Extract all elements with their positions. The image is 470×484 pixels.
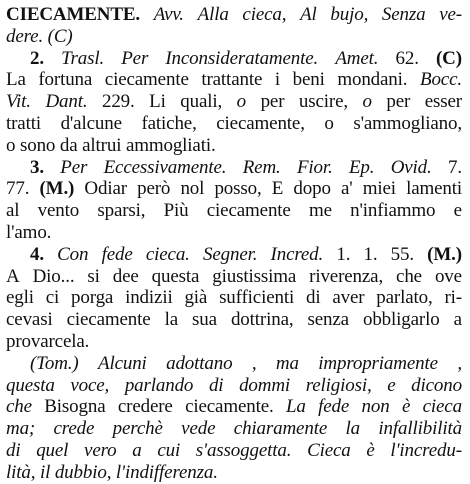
word: l'indifferenza. xyxy=(115,461,218,483)
word: Fior. xyxy=(296,156,333,178)
word: porga xyxy=(71,287,114,309)
word: cieca, xyxy=(242,4,287,25)
word: miei xyxy=(362,178,396,200)
word: (C) xyxy=(47,25,73,47)
word: La xyxy=(6,69,26,91)
word: e xyxy=(387,374,396,396)
word: cevasi xyxy=(6,309,53,331)
text-line xyxy=(30,156,462,179)
word: al xyxy=(6,200,20,222)
text-line xyxy=(6,374,462,397)
word: Più xyxy=(163,200,189,222)
text-line xyxy=(6,199,462,222)
word: dee xyxy=(112,265,139,287)
word: 3. xyxy=(30,156,44,178)
word: che xyxy=(396,265,422,287)
word: fortuna xyxy=(38,69,93,91)
word: adottano xyxy=(166,352,233,374)
word: altrui xyxy=(82,134,122,156)
word: voce, xyxy=(70,374,110,396)
word: Trasl. xyxy=(61,47,105,69)
word: lamenti xyxy=(406,178,462,200)
word: dere. xyxy=(6,25,44,47)
text-line xyxy=(6,286,462,309)
word: (M.) xyxy=(427,243,462,265)
word: tratti xyxy=(6,113,41,134)
word: ciecamente xyxy=(206,200,291,222)
word: Vit. xyxy=(6,91,31,113)
word: ciecamente xyxy=(104,69,189,91)
text-line xyxy=(6,308,462,331)
word: nol xyxy=(180,178,205,200)
word: però xyxy=(137,178,171,200)
word: dommi xyxy=(239,374,291,396)
text-line xyxy=(30,243,462,266)
word: sufficienti xyxy=(219,287,295,309)
word: esser xyxy=(424,91,462,113)
word: aver xyxy=(332,287,365,309)
word: vero xyxy=(84,440,117,461)
word: dopo xyxy=(293,178,331,200)
word: cieca. xyxy=(145,243,190,265)
text-line xyxy=(6,439,462,462)
word: 7. xyxy=(447,156,462,178)
word: 2. xyxy=(30,47,44,69)
word: Incred. xyxy=(270,243,324,265)
word: Per xyxy=(121,47,149,69)
word: da xyxy=(59,134,78,156)
word: n'infiammo xyxy=(350,200,436,222)
word: o xyxy=(6,134,16,156)
word: La xyxy=(285,396,306,418)
word: e xyxy=(453,200,462,222)
word: la xyxy=(164,309,178,331)
word: o xyxy=(324,113,334,134)
word: l'incredu- xyxy=(390,440,462,461)
word: ammogliati. xyxy=(125,134,216,156)
word: Per xyxy=(60,156,88,178)
word: bujo, xyxy=(330,4,369,25)
word: o xyxy=(236,91,247,113)
word: vede xyxy=(181,418,216,440)
word: si xyxy=(87,265,100,287)
word: 77. xyxy=(6,178,30,200)
word: è xyxy=(401,396,411,418)
word: sparsi, xyxy=(97,200,146,222)
text-line xyxy=(30,352,462,375)
word: cieca xyxy=(422,396,462,418)
word: a xyxy=(453,309,462,331)
word: Senza xyxy=(381,4,426,25)
word: l'amo. xyxy=(6,222,52,243)
word: d'alcune xyxy=(60,113,122,134)
word: uscire, xyxy=(298,91,348,113)
word: a xyxy=(132,440,142,461)
word: (Tom.) xyxy=(30,352,79,374)
word: senza xyxy=(307,309,349,331)
word: per xyxy=(386,91,411,113)
text-line xyxy=(6,3,462,26)
text-line xyxy=(6,265,462,288)
word: ma xyxy=(275,352,299,374)
word: non xyxy=(361,396,390,418)
text-line xyxy=(6,330,462,353)
word: Odiar xyxy=(84,178,127,200)
word: di xyxy=(305,287,321,309)
word: quali, xyxy=(180,91,223,113)
text-line xyxy=(30,47,462,70)
word: perchè xyxy=(112,418,163,440)
text-line xyxy=(6,395,462,418)
word: Con xyxy=(57,243,89,265)
word: 62. xyxy=(395,47,419,69)
text-line xyxy=(6,417,462,440)
word: Ovid. xyxy=(390,156,432,178)
word: (M.) xyxy=(39,178,75,200)
text-line xyxy=(6,112,462,135)
word: Eccessivamente. xyxy=(103,156,227,178)
word: obbligarlo xyxy=(362,309,440,331)
word: dottrina, xyxy=(230,309,294,331)
text-line xyxy=(6,221,462,244)
word: egli xyxy=(6,287,34,309)
word: Bisogna xyxy=(44,396,106,418)
word: il xyxy=(39,461,51,483)
word: per xyxy=(260,91,285,113)
word: ve- xyxy=(439,4,462,25)
word: di xyxy=(208,374,224,396)
word: fede xyxy=(318,396,350,418)
word: quel xyxy=(36,440,69,461)
word: , xyxy=(457,352,462,374)
word: s'ammogliano, xyxy=(353,113,462,134)
word: me xyxy=(308,200,332,222)
word: la xyxy=(345,418,360,440)
word: dicono xyxy=(411,374,462,396)
word: 229. xyxy=(101,91,135,113)
word: parlando xyxy=(124,374,194,396)
word: 55. xyxy=(390,243,414,265)
word: questa xyxy=(151,265,200,287)
word: fatiche, xyxy=(141,113,197,134)
word: posso, xyxy=(214,178,262,200)
word: infallibilità xyxy=(378,418,462,440)
word: mondani. xyxy=(337,69,408,91)
word: ove xyxy=(434,265,462,287)
word: è xyxy=(366,440,375,461)
word: Rem. xyxy=(242,156,281,178)
text-line xyxy=(6,461,462,484)
word: Avv. xyxy=(153,4,184,25)
word: 1. xyxy=(363,243,378,265)
text-line xyxy=(6,68,462,91)
word: sua xyxy=(192,309,217,331)
word: parlato, xyxy=(376,287,433,309)
word: giustissima xyxy=(212,265,297,287)
word: i xyxy=(274,69,280,91)
word: , xyxy=(251,352,257,374)
word: Segner. xyxy=(202,243,258,265)
word: s'assoggetta. xyxy=(195,440,292,461)
word: Amet. xyxy=(335,47,379,69)
word: già xyxy=(184,287,208,309)
word: vento xyxy=(37,200,80,222)
word: A xyxy=(6,265,20,287)
word: Dant. xyxy=(45,91,88,113)
word: (C) xyxy=(435,47,462,69)
word: beni xyxy=(292,69,325,91)
word: Bocc. xyxy=(420,69,462,91)
text-line xyxy=(6,177,462,200)
word: ma; xyxy=(6,418,36,440)
word: Alla xyxy=(197,4,229,25)
word: religiosi, xyxy=(305,374,372,396)
word: 4. xyxy=(30,243,44,265)
word: ri- xyxy=(444,287,462,309)
word: crede xyxy=(53,418,95,440)
word: provarcela. xyxy=(6,331,90,352)
word: ciecamente xyxy=(66,309,151,331)
word: credere xyxy=(117,396,173,418)
word: di xyxy=(6,440,21,461)
word: dubbio, xyxy=(54,461,112,483)
word: Al xyxy=(300,4,317,25)
word: 1. xyxy=(336,243,351,265)
word: E xyxy=(271,178,284,200)
text-line xyxy=(6,90,462,113)
word: sono xyxy=(19,134,56,156)
word: Alcuni xyxy=(97,352,147,374)
word: o xyxy=(362,91,372,113)
word: chiaramente xyxy=(233,418,328,440)
word: a' xyxy=(340,178,353,200)
word: ciecamente, xyxy=(216,113,305,134)
word: trattante xyxy=(201,69,263,91)
word: riverenza, xyxy=(309,265,384,287)
word: questa xyxy=(6,374,55,396)
word: Inconsideratamente. xyxy=(165,47,319,69)
word: che xyxy=(6,396,32,418)
word: cui xyxy=(157,440,181,461)
word: Ep. xyxy=(348,156,375,178)
word: Cieca xyxy=(307,440,351,461)
word: fede xyxy=(101,243,133,265)
text-line xyxy=(6,25,462,48)
word: lità, xyxy=(6,461,36,483)
word: impropriamente xyxy=(318,352,438,374)
word: ci xyxy=(45,287,60,309)
word: indizii xyxy=(125,287,173,309)
headword: CIECAMENTE. xyxy=(6,4,141,25)
text-line xyxy=(6,134,462,157)
word: Dio... xyxy=(32,265,75,287)
word: ciecamente. xyxy=(185,396,274,418)
word: Li xyxy=(149,91,166,113)
